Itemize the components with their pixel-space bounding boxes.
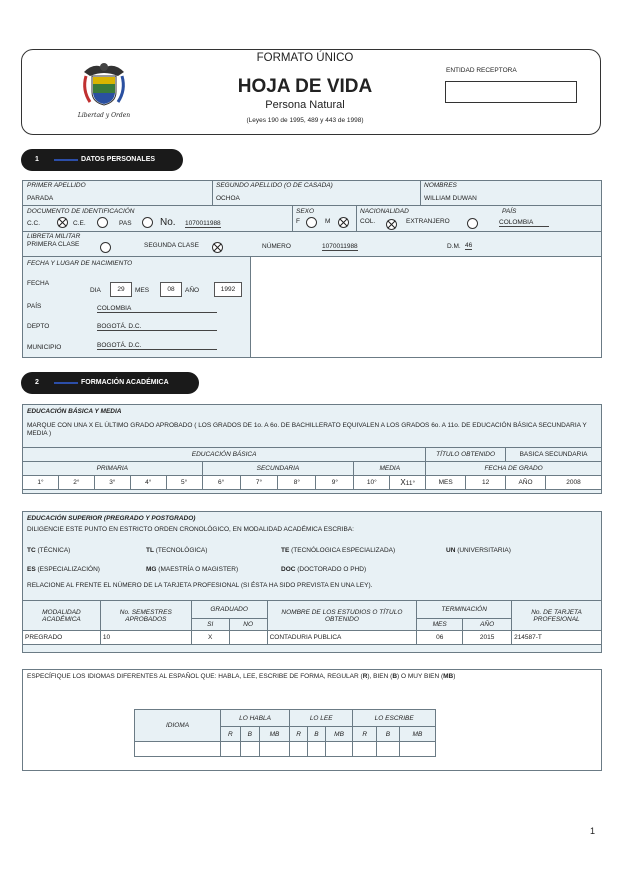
mes-grado-label: MES [426, 476, 466, 490]
escribe-b-cell[interactable] [377, 742, 400, 757]
primera-clase-radio[interactable] [100, 242, 111, 253]
grado-2[interactable]: 2° [58, 476, 94, 490]
habla-mb-cell[interactable] [259, 742, 289, 757]
grado-8[interactable]: 8° [278, 476, 316, 490]
escribe-mb-cell[interactable] [399, 742, 435, 757]
dm-label: D.M. [447, 243, 461, 250]
section-1-dash [54, 159, 78, 161]
section-2-header [21, 372, 199, 394]
educacion-basica-title: EDUCACIÓN BÁSICA Y MEDIA [27, 408, 122, 415]
un-legend: UN (UNIVERSITARIA) [446, 547, 511, 554]
extranjero-label: EXTRANJERO [406, 218, 450, 225]
row-modalidad[interactable]: PREGRADO [23, 631, 101, 645]
col-mes: MES [417, 619, 463, 631]
idioma-row [135, 742, 436, 757]
grado-9[interactable]: 9° [316, 476, 354, 490]
lo-habla-header: LO HABLA [221, 710, 290, 727]
primer-apellido-label: PRIMER APELLIDO [27, 182, 86, 189]
edu-basica-header: EDUCACIÓN BÁSICA [23, 448, 426, 462]
fecha-lugar-label: FECHA Y LUGAR DE NACIMIENTO [27, 260, 133, 267]
te-legend: TE (TECNÓLOGICA ESPECIALIZADA) [281, 547, 396, 554]
idioma-cell[interactable] [135, 742, 221, 757]
lee-mb: MB [325, 727, 353, 742]
grado-10[interactable]: 10° [354, 476, 390, 490]
mes-grado-value[interactable]: 12 [466, 476, 506, 490]
col-semestres: No. SEMESTRES APROBADOS [100, 601, 191, 631]
section-1-title: DATOS PERSONALES [81, 156, 156, 163]
grado-7[interactable]: 7° [240, 476, 278, 490]
primer-apellido-value[interactable]: PARADA [27, 195, 54, 202]
section-2-number: 2 [35, 379, 39, 386]
section-1-number: 1 [35, 156, 39, 163]
doc-legend: DOC (DOCTORADO O PHD) [281, 566, 367, 573]
row-graduado-no[interactable] [229, 631, 267, 645]
page-number: 1 [590, 826, 596, 836]
nombres-label: NOMBRES [424, 182, 457, 189]
media-header: MEDIA [354, 462, 426, 476]
cc-label: C.C. [27, 220, 40, 227]
col-modalidad: MODALIDAD ACADÉMICA [23, 601, 101, 631]
educacion-superior-instructions: DILIGENCIE ESTE PUNTO EN ESTRICTO ORDEN CRONOLÓGICO, EN MODALIDAD ACADÉMICA ESCRIBA: [27, 526, 354, 533]
titulo-obtenido-value[interactable]: BASICA SECUNDARIA [506, 448, 602, 462]
row-semestres[interactable]: 10 [100, 631, 191, 645]
col-si: SI [191, 619, 229, 631]
lee-r-cell[interactable] [290, 742, 308, 757]
escribe-b: B [377, 727, 400, 742]
secundaria-header: SECUNDARIA [202, 462, 354, 476]
col-label: COL. [360, 218, 376, 225]
section-2-dash [54, 382, 78, 384]
tc-legend: TC (TÉCNICA) [27, 547, 71, 554]
educacion-basica-table [22, 447, 602, 490]
extranjero-radio[interactable] [467, 218, 478, 229]
col-no: NO [229, 619, 267, 631]
escribe-mb: MB [399, 727, 435, 742]
ce-radio[interactable] [97, 217, 108, 228]
col-graduado: GRADUADO [191, 601, 267, 619]
habla-b: B [240, 727, 259, 742]
habla-b-cell[interactable] [240, 742, 259, 757]
grado-11-marked[interactable] [390, 476, 426, 490]
escribe-r-cell[interactable] [353, 742, 377, 757]
lee-mb-cell[interactable] [325, 742, 353, 757]
fecha-label: FECHA [27, 280, 50, 287]
pais-nac-label: PAÍS [27, 303, 42, 310]
grado-11-label: 11° [405, 480, 416, 487]
grado-11-mark: X [400, 478, 406, 487]
pas-radio[interactable] [142, 217, 153, 228]
dia-label: DIA [90, 287, 101, 294]
laws-reference: (Leyes 190 de 1995, 489 y 443 de 1998) [246, 117, 364, 124]
form-type: FORMATO ÚNICO [256, 52, 354, 64]
pais-value[interactable]: COLOMBIA [499, 219, 549, 227]
col-anio: AÑO [463, 619, 512, 631]
sexo-f-radio[interactable] [306, 217, 317, 228]
educacion-basica-instructions: MARQUE CON UNA X EL ÚLTIMO GRADO APROBADO ( LOS GRADOS DE 1o. A 6o. DE BACHILLERATO EQUIVALEN A LOS GRADOS 6o. A 11o. DE EDUCACIÓN BÁSICA SECUNDARIA Y MEDIA ) [27, 422, 587, 437]
mes-value[interactable]: 08 [160, 282, 182, 297]
grado-6[interactable]: 6° [202, 476, 240, 490]
libreta-militar-label: LIBRETA MILITAR [27, 233, 81, 240]
anio-grado-label: AÑO [506, 476, 546, 490]
grado-5[interactable]: 5° [166, 476, 202, 490]
segunda-clase-radio-checked[interactable] [212, 242, 223, 253]
sexo-m-label: M [325, 218, 331, 225]
fecha-grado-header: FECHA DE GRADO [426, 462, 602, 476]
escribe-r: R [353, 727, 377, 742]
grado-4[interactable]: 4° [130, 476, 166, 490]
municipio-value[interactable]: BOGOTÁ. D.C. [97, 342, 217, 350]
mg-legend: MG (MAESTRÍA O MAGISTER) [146, 566, 239, 573]
libreta-numero-value[interactable]: 1070011988 [322, 243, 358, 250]
entidad-receptora-label: ENTIDAD RECEPTORA [446, 67, 517, 74]
col-terminacion: TERMINACIÓN [417, 601, 512, 619]
depto-label: DEPTO [27, 323, 50, 330]
relacione-instructions: RELACIONE AL FRENTE EL NÚMERO DE LA TARJETA PROFESIONAL (SI ÉSTA HA SIDO PREVISTA EN UNA LEY). [27, 582, 373, 589]
pais-label: PAÍS [502, 208, 517, 215]
sexo-label: SEXO [296, 208, 315, 215]
row-graduado-si[interactable]: X [191, 631, 229, 645]
municipio-label: MUNICIPIO [27, 344, 62, 351]
segundo-apellido-value[interactable]: OCHOA [216, 195, 240, 202]
col-nombre-estudios: NOMBRE DE LOS ESTUDIOS O TÍTULO OBTENIDO [267, 601, 417, 631]
pas-label: PAS [119, 220, 132, 227]
anio-value[interactable]: 1992 [214, 282, 242, 297]
lee-b-cell[interactable] [308, 742, 326, 757]
idioma-header: IDIOMA [135, 710, 221, 742]
nacionalidad-label: NACIONALIDAD [360, 208, 409, 215]
grado-1[interactable]: 1° [23, 476, 59, 490]
lee-r: R [290, 727, 308, 742]
grado-3[interactable]: 3° [94, 476, 130, 490]
cc-radio-checked[interactable] [57, 217, 68, 228]
doc-number-value[interactable]: 1070011988 [185, 220, 221, 227]
row-nombre[interactable]: CONTADURIA PUBLICA [267, 631, 417, 645]
table-row [23, 631, 602, 645]
section-1-header [21, 149, 183, 171]
sexo-m-radio-checked[interactable] [338, 217, 349, 228]
row-mes[interactable]: 06 [417, 631, 463, 645]
educacion-superior-table [22, 600, 602, 645]
row-tarjeta[interactable]: 214587-T [512, 631, 602, 645]
mes-label: MES [135, 287, 150, 294]
row-anio[interactable]: 2015 [463, 631, 512, 645]
anio-grado-value[interactable]: 2008 [545, 476, 601, 490]
page-subtitle: Persona Natural [265, 99, 345, 111]
educacion-superior-title: EDUCACIÓN SUPERIOR (PREGRADO Y POSTGRADO) [27, 515, 196, 522]
primera-clase-label: PRIMERA CLASE [27, 241, 80, 248]
coat-of-arms-logo [78, 58, 130, 116]
anio-label: AÑO [185, 287, 200, 294]
col-tarjeta: No. DE TARJETA PROFESIONAL [512, 601, 602, 631]
titulo-obtenido-header: TÍTULO OBTENIDO [426, 448, 506, 462]
idiomas-instructions: ESPECÍFIQUE LOS IDIOMAS DIFERENTES AL ESPAÑOL QUE: HABLA, LEE, ESCRIBE DE FORMA, REGULAR (R), BIEN (B) O MUY BIEN (MB) [27, 673, 456, 680]
ce-label: C.E. [73, 220, 86, 227]
idiomas-table [134, 709, 436, 757]
page-title: HOJA DE VIDA [237, 76, 373, 97]
lo-escribe-header: LO ESCRIBE [353, 710, 436, 727]
logo-motto: Libertad y Orden [77, 112, 131, 119]
lo-lee-header: LO LEE [290, 710, 353, 727]
lee-b: B [308, 727, 326, 742]
entidad-receptora-field[interactable] [445, 81, 577, 103]
dia-value[interactable]: 29 [110, 282, 132, 297]
segunda-clase-label: SEGUNDA CLASE [144, 242, 199, 249]
nombres-value[interactable]: WILLIAM DUWAN [424, 195, 477, 202]
es-legend: ES (ESPECIALIZACIÓN) [27, 566, 100, 573]
blank-area [250, 257, 601, 357]
col-radio-checked[interactable] [386, 219, 397, 230]
tl-legend: TL (TECNOLÓGICA) [146, 547, 208, 554]
documento-label: DOCUMENTO DE IDENTIFICACIÓN [27, 208, 135, 215]
segundo-apellido-label: SEGUNDO APELLIDO (O DE CASADA) [216, 182, 333, 189]
habla-r: R [221, 727, 241, 742]
libreta-numero-label: NÚMERO [262, 243, 291, 250]
depto-value[interactable]: BOGOTÁ. D.C. [97, 323, 217, 331]
habla-r-cell[interactable] [221, 742, 241, 757]
pais-nac-value[interactable]: COLOMBIA [97, 305, 217, 313]
primaria-header: PRIMARIA [23, 462, 203, 476]
section-2-title: FORMACIÓN ACADÉMICA [81, 379, 169, 386]
habla-mb: MB [259, 727, 289, 742]
dm-value[interactable]: 46 [465, 242, 473, 249]
sexo-f-label: F [296, 218, 300, 225]
doc-no-label: No. [160, 217, 176, 228]
